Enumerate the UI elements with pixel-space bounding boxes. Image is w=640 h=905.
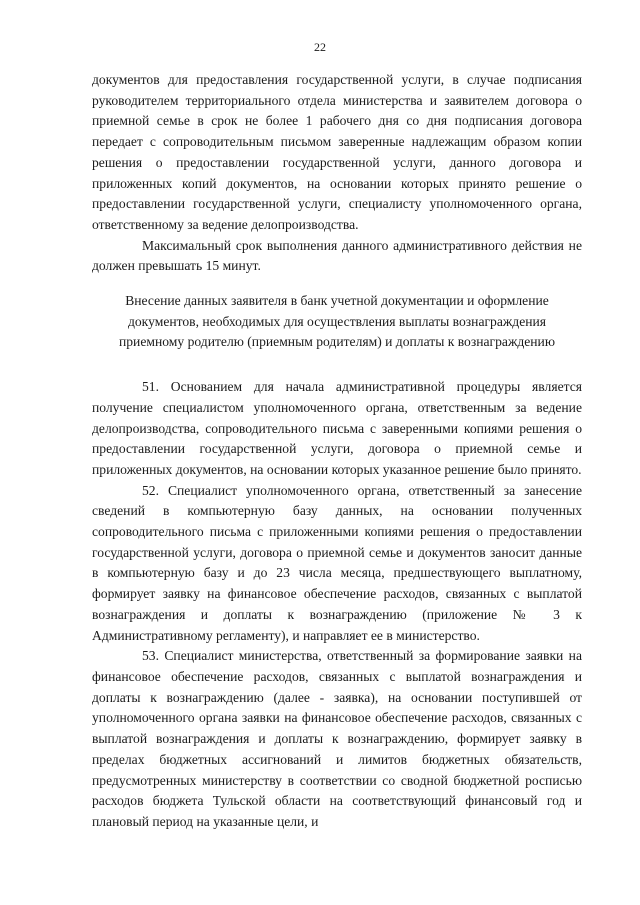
section-heading-line: Внесение данных заявителя в банк учетной документации и оформление xyxy=(125,293,549,309)
paragraph-53: 53. Специалист министерства, ответственный за формирование заявки на финансовое обеспечение расходов, связанных с выплатой вознаграждения и доплаты к вознаграждению (далее - заявка), на основании поступившей от уполномоченного органа заявки на финансовое обеспечение расходов, связанных с выплатой вознаграждения и доплаты к вознаграждению, формирует заявку в пределах бюджетных ассигнований и лимитов бюджетных обязательств, предусмотренных министерству в соответствии со сводной бюджетной росписью расходов бюджета Тульской области на соответствующий финансовый год и плановый период на указанные цели, и xyxy=(92,648,582,829)
page-number: 22 xyxy=(314,40,326,54)
section-heading xyxy=(92,291,582,353)
paragraph-max-duration: Максимальный срок выполнения данного административного действия не должен превышать 15 минут. xyxy=(92,237,582,274)
section-heading-line: документов, необходимых для осуществления выплаты вознаграждения xyxy=(127,313,547,329)
document-body xyxy=(92,70,582,833)
paragraph-52: 52. Специалист уполномоченного органа, ответственный за занесение сведений в компьютерную базу данных, на основании полученных сопроводительного письма с приложенными копиями решения о предоставлении государственной услуги, договора о приемной семье и документов заносит данные в компьютерную базу и до 23 числа месяца, предшествующего выплатному, формирует заявку на финансовое обеспечение расходов, связанных с выплатой вознаграждения и доплаты к вознаграждению (приложение № 3 к Административному регламенту), и направляет ее в министерство. xyxy=(92,482,582,643)
paragraph-continuation: документов для предоставления государственной услуги, в случае подписания руководителем территориального отдела министерства и заявителем договора о приемной семье в срок не более 1 рабочего дня со дня подписания договора передает с сопроводительным письмом заверенные надлежащим образом копии решения о предоставлении государственной услуги, данного договора и приложенных копий документов, на основании которых принято решение о предоставлении государственной услуги, специалисту уполномоченного органа, ответственному за ведение делопроизводства. xyxy=(92,72,582,232)
section-heading-line: приемному родителю (приемным родителям) и доплаты к вознаграждению xyxy=(118,334,555,350)
paragraph-51: 51. Основанием для начала административной процедуры является получение специалистом уполномоченного органа, ответственным за ведение делопроизводства, сопроводительного письма с заверенными копиями решения о предоставлении государственной услуги, договора о приемной семье и приложенных документов, на основании которых указанное решение было принято. xyxy=(92,379,582,477)
